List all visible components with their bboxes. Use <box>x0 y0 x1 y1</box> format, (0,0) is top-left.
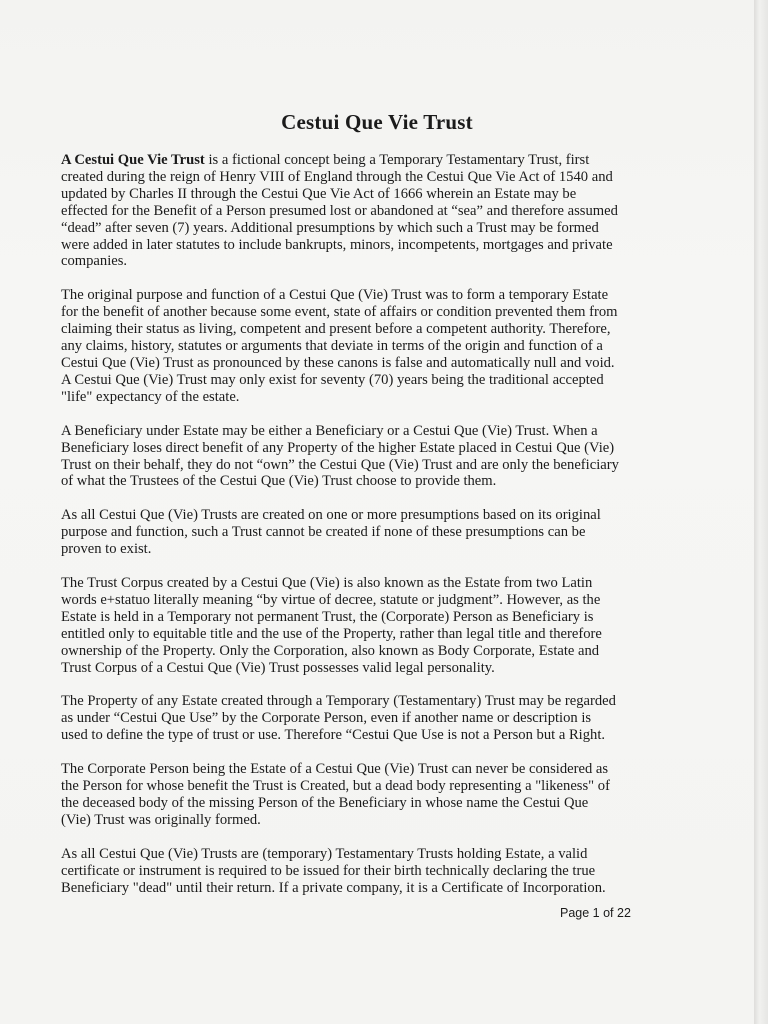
paragraph-7: The Corporate Person being the Estate of a Cestui Que (Vie) Trust can never be considered as the Person for whose benefit the Trust is Created, but a dead body representing a "likeness" of the deceased body of the missing Person of the Beneficiary in whose name the Cestui Que (Vie) Trust was originally formed. <box>61 761 610 828</box>
paragraph-5: The Trust Corpus created by a Cestui Que (Vie) is also known as the Estate from two Latin words e+statuo literally meaning “by virtue of decree, statute or judgment”. However, as the Estate is held in a Temporary not permanent Trust, the (Corporate) Person as Beneficiary is entitled only to equitable title and the use of the Property, rather than legal title and therefore ownership of the Property. Only the Corporation, also known as Body Corporate, Estate and Trust Corpus of a Cestui Que (Vie) Trust possesses valid legal personality. <box>61 575 602 676</box>
document-body <box>61 152 621 914</box>
page-number: Page 1 of 22 <box>560 906 631 920</box>
paragraph-1-lead: A Cestui Que Vie Trust <box>61 152 205 168</box>
paragraph-1 <box>61 152 621 270</box>
page-title: Cestui Que Vie Trust <box>281 110 473 135</box>
paragraph-4: As all Cestui Que (Vie) Trusts are created on one or more presumptions based on its original purpose and function, such a Trust cannot be created if none of these presumptions can be proven to exist. <box>61 507 601 558</box>
paragraph-3: A Beneficiary under Estate may be either a Beneficiary or a Cestui Que (Vie) Trust. When a Beneficiary loses direct benefit of any Property of the higher Estate placed in Cestui Que (Vie) Trust on their behalf, they do not “own” the Cestui Que (Vie) Trust and are only the beneficiary of what the Trustees of the Cestui Que (Vie) Trust choose to provide them. <box>61 422 619 490</box>
paragraph-1-text: is a fictional concept being a Temporary Testamentary Trust, first created during the reign of Henry VIII of England through the Cestui Que Vie Act of 1540 and updated by Charles II through the Cestui Que Vie Act of 1666 wherein an Estate may be effected for the Benefit of a Person presumed lost or abandoned at “sea” and therefore assumed “dead” after seven (7) years. Additional presumptions by which such a Trust may be formed were added in later statutes to include bankrupts, minors, incompetents, mortgages and private companies. <box>61 152 618 270</box>
paragraph-8: As all Cestui Que (Vie) Trusts are (temporary) Testamentary Trusts holding Estate, a valid certificate or instrument is required to be issued for their birth technically declaring the true Beneficiary "dead" until their return. If a private company, it is a Certificate of Incorporation. <box>61 845 606 896</box>
paragraph-2: The original purpose and function of a Cestui Que (Vie) Trust was to form a temporary Estate for the benefit of another because some event, state of affairs or condition prevented them from claiming their status as living, competent and present before a competent authority. Therefore, any claims, history, statutes or arguments that deviate in terms of the origin and function of a Cestui Que (Vie) Trust as pronounced by these canons is false and automatically null and void. A Cestui Que (Vie) Trust may only exist for seventy (70) years being the traditional accepted "life" expectancy of the estate. <box>61 287 618 405</box>
paragraph-6: The Property of any Estate created through a Temporary (Testamentary) Trust may be regarded as under “Cestui Que Use” by the Corporate Person, even if another name or description is used to define the type of trust or use. Therefore “Cestui Que Use is not a Person but a Right. <box>61 693 616 744</box>
page-edge <box>754 0 768 1024</box>
